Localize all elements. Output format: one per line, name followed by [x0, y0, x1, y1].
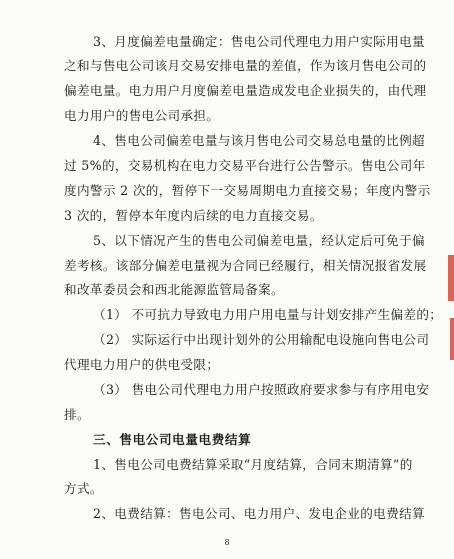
text-line: 3 次的，暂停本年度内后续的电力直接交易。: [64, 208, 323, 223]
text-line: 1、售电公司电费结算采取“月度结算，合同末期清算”的: [93, 457, 413, 472]
text-line: 偏差电量。电力用户月度偏差电量造成发电企业损失的，由代理: [64, 83, 427, 98]
text-line: 过 5%的，交易机构在电力交易平台进行公告警示。售电公司年: [64, 158, 426, 173]
text-line: 和改革委员会和西北能源监管局备案。: [64, 282, 285, 297]
text-line: 3、月度偏差电量确定：售电公司代理电力用户实际用电量: [93, 34, 425, 49]
text-line: （3） 售电公司代理电力用户按照政府要求参与有序用电安: [93, 382, 430, 397]
text-line: 5、以下情况产生的售电公司偏差电量，经认定后可免于偏: [93, 233, 425, 248]
seal-stamp-edge: [450, 318, 454, 360]
text-line: 排。: [64, 407, 90, 422]
text-line: 代理电力用户的供电受限；: [64, 357, 220, 372]
text-line: 4、售电公司偏差电量与该月售电公司交易总电量的比例超: [93, 133, 425, 148]
text-line: 电力用户的售电公司承担。: [64, 108, 220, 123]
text-line: 度内警示 2 次的，暂停下一交易周期电力直接交易；年度内警示: [64, 183, 431, 198]
text-line: （2） 实际运行中出现计划外的公用输配电设施向售电公司: [93, 332, 430, 347]
text-line: 方式。: [64, 481, 103, 496]
text-line: 差考核。该部分偏差电量视为合同已经履行，相关情况报省发展: [64, 258, 427, 273]
seal-stamp-edge: [448, 255, 454, 301]
section-heading: 三、售电公司电量电费结算: [93, 432, 252, 447]
text-line: （1） 不可抗力导致电力用户用电量与计划安排产生偏差的；: [93, 307, 443, 322]
page-number: 8: [224, 538, 230, 547]
text-line: 之和与售电公司该月交易安排电量的差值，作为该月售电公司的: [64, 58, 427, 73]
text-line: 2、电费结算：售电公司、电力用户、发电企业的电费结算: [93, 506, 425, 521]
